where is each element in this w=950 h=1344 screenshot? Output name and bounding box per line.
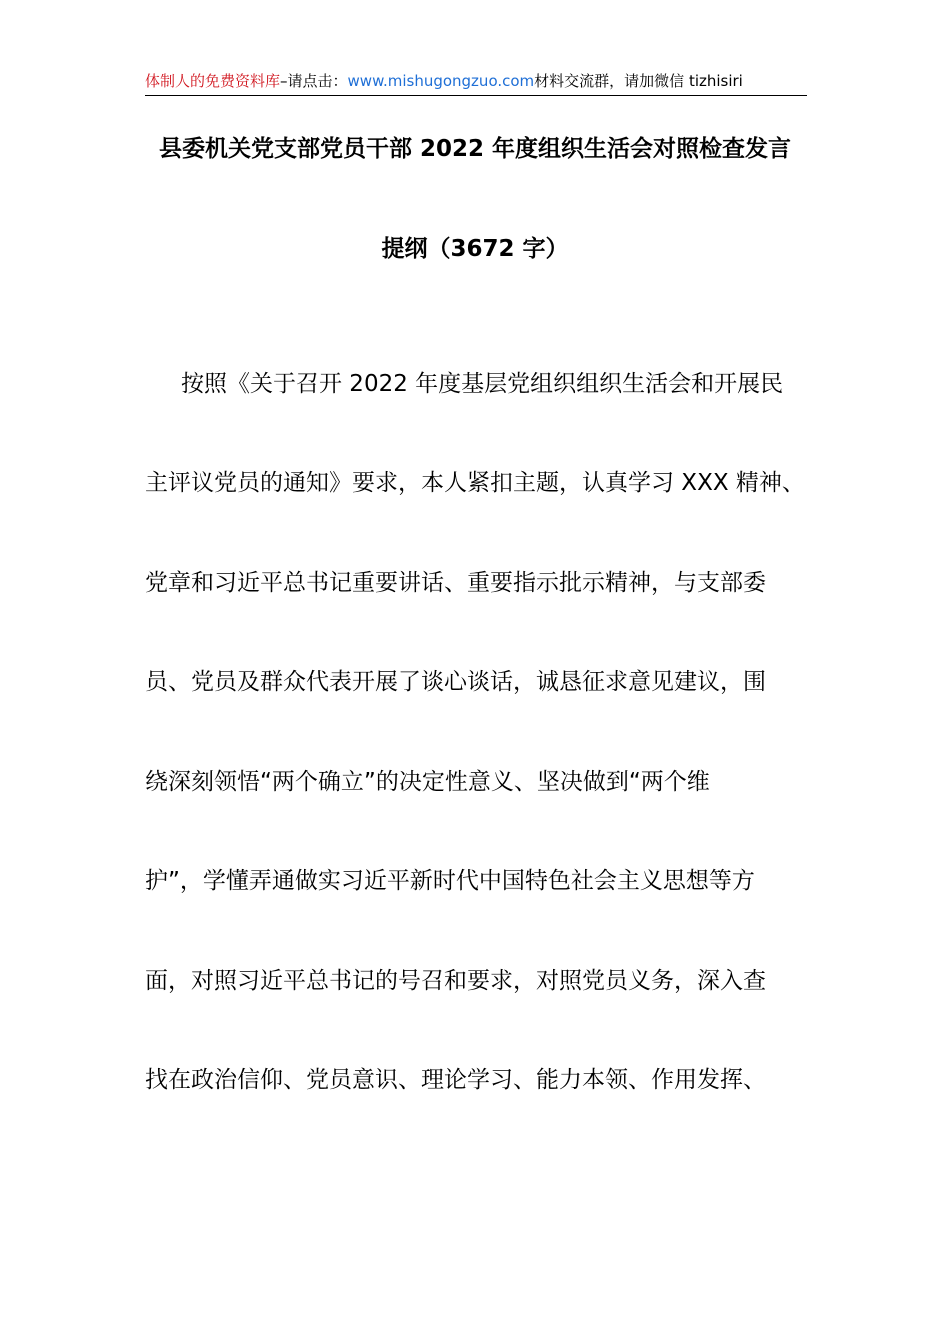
header-brand: 体制人的免费资料库 xyxy=(145,72,281,90)
body-text-line: 绕深刻领悟“两个确立”的决定性意义、坚决做到“两个维 xyxy=(145,769,710,795)
header-tail: 材料交流群，请加微信 tizhisiri xyxy=(534,72,743,90)
body-text-line: 党章和习近平总书记重要讲话、重要指示批示精神，与支部委 xyxy=(145,570,766,596)
header-url-link[interactable]: www.mishugongzuo.com xyxy=(347,72,535,90)
body-text-line: 找在政治信仰、党员意识、理论学习、能力本领、作用发挥、 xyxy=(145,1067,766,1093)
page-header xyxy=(145,68,807,94)
body-text-line: 面，对照习近平总书记的号召和要求，对照党员义务，深入查 xyxy=(145,968,766,994)
header-divider xyxy=(145,95,807,96)
body-text-line: 护”，学懂弄通做实习近平新时代中国特色社会主义思想等方 xyxy=(145,868,755,894)
body-text-line: 按照《关于召开 2022 年度基层党组织组织生活会和开展民 xyxy=(181,371,784,397)
body-text-line: 员、党员及群众代表开展了谈心谈话，诚恳征求意见建议，围 xyxy=(145,669,766,695)
document-title-line-2: 提纲（3672 字） xyxy=(381,236,569,262)
body-text-line: 主评议党员的通知》要求，本人紧扣主题，认真学习 XXX 精神、 xyxy=(145,470,805,496)
document-title-line-1: 县委机关党支部党员干部 2022 年度组织生活会对照检查发言 xyxy=(158,136,792,162)
header-prompt: –请点击： xyxy=(280,72,348,90)
